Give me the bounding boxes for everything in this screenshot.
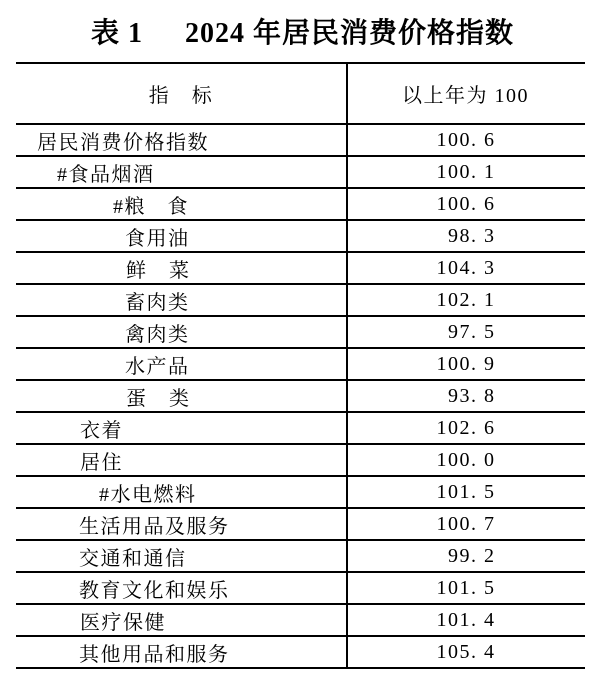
indicator-name: #水电燃料 [16,477,348,507]
indicator-value-number: 100. 1 [436,160,496,183]
indicator-name: 居住 [16,445,348,475]
indicator-value-number: 104. 3 [436,256,496,279]
indicator-value-number: 100. 6 [436,128,496,151]
indicator-name: 食用油 [16,221,348,251]
header-indicator: 指 标 [16,64,348,123]
indicator-name: 其他用品和服务 [16,637,348,667]
indicator-name: #粮 食 [16,189,348,219]
table-row [16,349,585,381]
table-row [16,637,585,669]
table-row [16,477,585,509]
indicator-name: 畜肉类 [16,285,348,315]
indicator-value [348,413,583,443]
indicator-value-number: 102. 6 [436,416,496,439]
table-row [16,445,585,477]
indicator-name: 医疗保健 [16,605,348,635]
indicator-value-number: 98. 3 [448,224,496,247]
indicator-value [348,221,583,251]
indicator-value-number: 97. 5 [448,320,496,343]
indicator-value-number: 100. 9 [436,352,496,375]
indicator-value-number: 101. 5 [436,576,496,599]
table-row [16,605,585,637]
table-header-row [16,64,585,125]
indicator-name: 鲜 菜 [16,253,348,283]
indicator-name: 生活用品及服务 [16,509,348,539]
indicator-value-number: 101. 5 [436,480,496,503]
table-row [16,541,585,573]
header-value: 以上年为 100 [402,85,529,107]
indicator-name: 禽肉类 [16,317,348,347]
table-row [16,125,585,157]
table-row [16,157,585,189]
table-row [16,509,585,541]
table-title-label: 表 1 [90,18,143,49]
indicator-name: 居民消费价格指数 [16,125,348,155]
indicator-name: 教育文化和娱乐 [16,573,348,603]
indicator-value [348,317,583,347]
indicator-value-number: 100. 7 [436,512,496,535]
table-row [16,317,585,349]
indicator-value [348,125,583,155]
indicator-value-number: 100. 6 [436,192,496,215]
indicator-value [348,253,583,283]
table-title [0,11,605,51]
indicator-value-number: 93. 8 [448,384,496,407]
indicator-value [348,349,583,379]
indicator-value-number: 105. 4 [436,640,496,663]
indicator-value-number: 99. 2 [448,544,496,567]
indicator-value [348,477,583,507]
indicator-value-number: 101. 4 [436,608,496,631]
indicator-value [348,157,583,187]
indicator-value [348,605,583,635]
table-row [16,381,585,413]
indicator-value [348,541,583,571]
indicator-value [348,381,583,411]
indicator-value [348,509,583,539]
table-body [16,125,585,669]
indicator-value-number: 100. 0 [436,448,496,471]
table-row [16,189,585,221]
indicator-name: 蛋 类 [16,381,348,411]
cpi-table [16,62,585,669]
table-row [16,413,585,445]
table-row [16,221,585,253]
table-title-text: 2024 年居民消费价格指数 [185,18,515,49]
indicator-name: 衣着 [16,413,348,443]
table-row [16,285,585,317]
indicator-value [348,573,583,603]
indicator-value [348,189,583,219]
table-row [16,573,585,605]
indicator-name: 水产品 [16,349,348,379]
indicator-value-number: 102. 1 [436,288,496,311]
indicator-name: 交通和通信 [16,541,348,571]
indicator-value [348,285,583,315]
indicator-value [348,637,583,667]
table-row [16,253,585,285]
indicator-value [348,445,583,475]
indicator-name: #食品烟酒 [16,157,348,187]
